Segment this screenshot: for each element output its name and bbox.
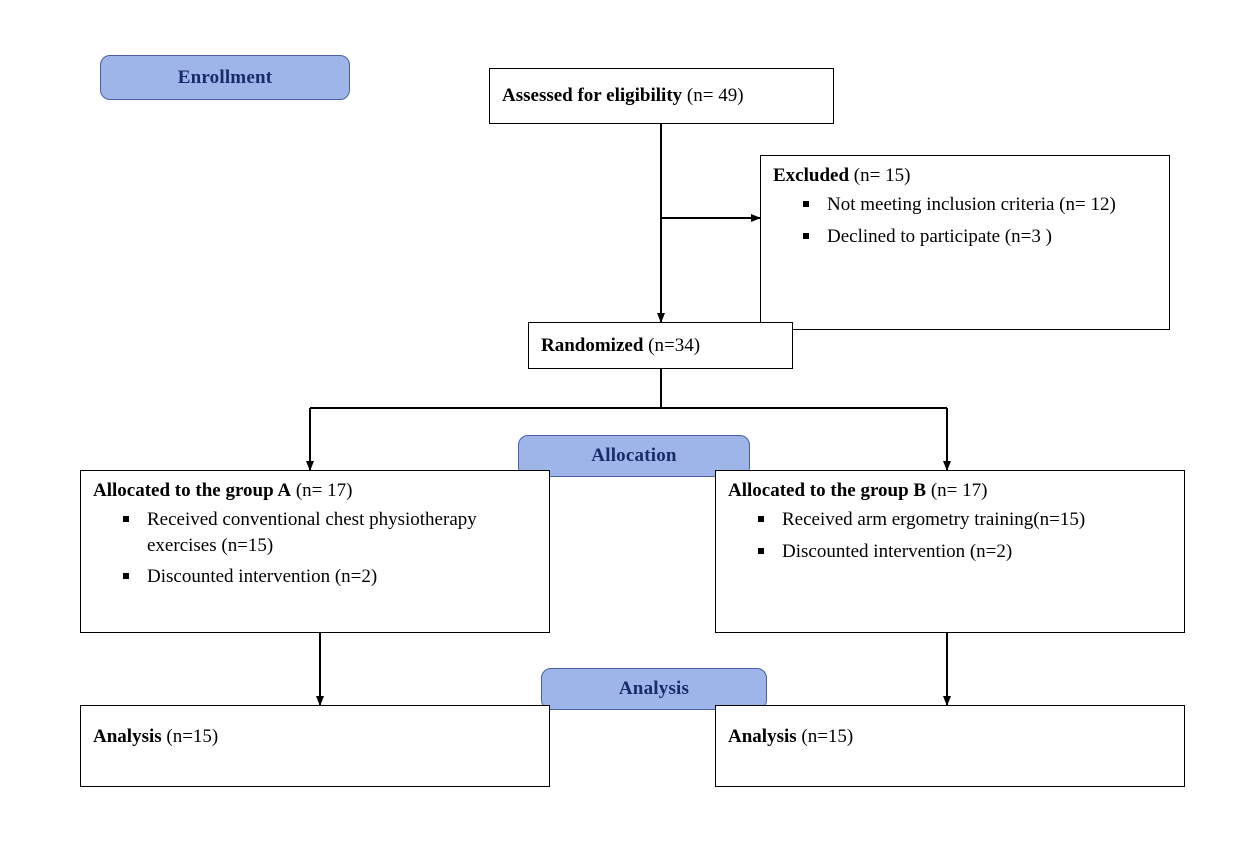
stage-analysis (541, 668, 767, 710)
analysis-a-count: (n=15) (161, 726, 219, 747)
list-item: Received arm ergometry training(n=15) (756, 507, 1174, 533)
allocated-b-count: (n= 17) (926, 480, 988, 501)
excluded-reason-list (773, 192, 1159, 249)
allocated-a-label: Allocated to the group A (93, 480, 292, 501)
analysis-a-label: Analysis (93, 726, 162, 747)
stage-analysis-label: Analysis (618, 678, 690, 699)
stage-enrollment-label: Enrollment (177, 66, 273, 88)
stage-enrollment (100, 55, 350, 100)
list-item: Not meeting inclusion criteria (n= 12) (801, 192, 1159, 218)
analysis-b-count: (n=15) (796, 726, 854, 747)
list-item: Declined to participate (n=3 ) (801, 224, 1159, 250)
list-item: Discounted intervention (n=2) (121, 564, 539, 590)
randomized-label: Randomized (541, 335, 644, 356)
node-assessed-for-eligibility (489, 68, 834, 124)
node-analysis-group-b (715, 705, 1185, 787)
allocated-a-detail-list (93, 507, 539, 590)
excluded-label: Excluded (773, 165, 850, 186)
assessed-label: Assessed for eligibility (502, 85, 683, 106)
stage-allocation-label: Allocation (591, 445, 677, 466)
allocated-b-label: Allocated to the group B (728, 480, 927, 501)
node-excluded (760, 155, 1170, 330)
node-allocated-group-b (715, 470, 1185, 633)
randomized-count: (n=34) (643, 335, 701, 356)
analysis-b-label: Analysis (728, 726, 797, 747)
assessed-count: (n= 49) (682, 85, 744, 106)
list-item: Discounted intervention (n=2) (756, 539, 1174, 565)
node-allocated-group-a (80, 470, 550, 633)
allocated-a-count: (n= 17) (291, 480, 353, 501)
excluded-count: (n= 15) (849, 165, 911, 186)
node-randomized (528, 322, 793, 369)
node-analysis-group-a (80, 705, 550, 787)
list-item: Received conventional chest physiotherapy exercises (n=15) (121, 507, 539, 558)
allocated-b-detail-list (728, 507, 1174, 564)
